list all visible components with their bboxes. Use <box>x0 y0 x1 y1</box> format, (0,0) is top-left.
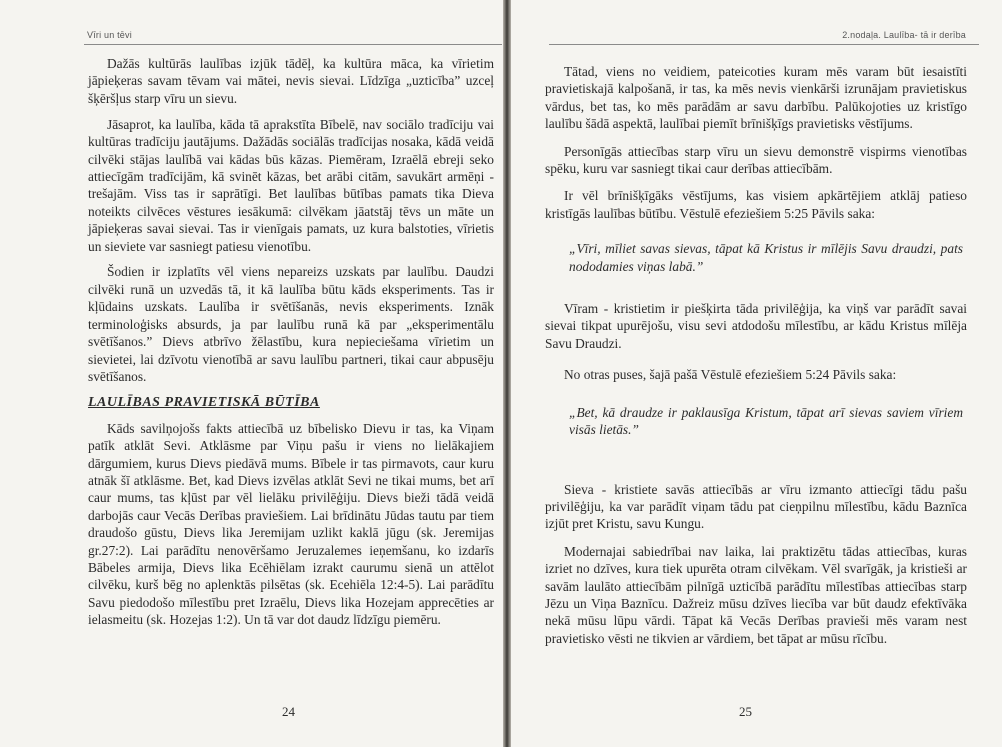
paragraph: Dažās kultūrās laulības izjūk tādēļ, ka kultūra māca, ka vīrietim jāpieķeras savam tēvam vai mātei, nevis sievai. Līdzīga „uzticība” uzceļ šķēršļus starp vīru un sievu. <box>88 56 494 106</box>
section-heading-text: LAULĪBAS PRAVIETISKĀ BŪTĪBA <box>88 394 320 410</box>
scripture-quote: „Vīri, mīliet savas sievas, tāpat kā Kristus ir mīlējis Savu draudzi, pats nododamies viņas labā.” <box>569 241 963 274</box>
section-heading <box>88 394 494 411</box>
paragraph: Ir vēl brīnišķīgāks vēstījums, kas visiem apkārtējiem atklāj patieso kristīgās laulības būtību. Vēstulē efeziešiem 5:25 Pāvils saka: <box>545 188 967 221</box>
paragraph: Personīgās attiecības starp vīru un sievu demonstrē vispirms vienotības spēku, kuru var sasniegt tikai caur derības attiecībām. <box>545 143 967 177</box>
scripture-quote: „Bet, kā draudze ir paklausīga Kristum, tāpat arī sievas saviem vīriem visās lietās.” <box>569 404 963 438</box>
page-number-right: 25 <box>739 704 752 719</box>
header-rule-right <box>549 44 979 45</box>
right-text-column <box>545 63 967 657</box>
right-page <box>511 0 1002 747</box>
paragraph: Šodien ir izplatīts vēl viens nepareizs uzskats par laulību. Daudzi cilvēki runā un uzvedās tā, it kā laulība būtu kāds eksperiments. Tas ir kļūdains uzskats. Laulība ir svētīšanās, nevis eksperiments. Iznāk terminoloģisks absurds, ja par laulību runā kā par „eksperimentālu svētīšanos.” Dievs atbrīvo žēlastību, kura nepieciešama vīrietim un sievietei, lai dzīvotu vienotībā ar savu laulību partneri, tikai caur abpusēju svētīšanos. <box>88 264 494 384</box>
left-text-column <box>88 55 494 637</box>
paragraph: No otras puses, šajā pašā Vēstulē efeziešiem 5:24 Pāvils saka: <box>564 367 897 383</box>
paragraph: Kāds savilņojošs fakts attiecībā uz bībelisko Dievu ir tas, ka Viņam patīk atklāt Sevi. Atklāsme par Viņu pašu ir viens no lielākajiem dārgumiem, kurus Dievs piedāvā mums. Bībele ir tas pirmavots, caur kuru atnāk šī atklāsme. Bet, kad Dievs izvēlas atklāt Sevi ne tikai mums, bet arī caur mums, tas kļūst par vēl lielāku privilēģiju. Dievs bieži tādā veidā darbojās caur Vecās Derības praviešiem. Lai brīdinātu Jūdas tautu par tiem draudošo gūstu, Dievs lika Jeremijam uzlikt kaklā jūgu (sk. Jeremijas gr.27:2). Lai parādītu nenovēršamo Jeruzalemes ieņemšanu, ko izdarīs Bābeles armija, Dievs lika Ecēhiēlam izrakt caurumu sienā un attēlot cilvēku, kurš bēg no aplenktās pilsētas (sk. Ecehiēla 12:4-5). Lai parādītu Savu piedodošo mīlestību pret Izraēlu, Dievs lika Hozejam apprecēties ar ielasmeitu (sk. Hozejas 1:2). Un tā var dot daudz līdzīgu piemēru. <box>88 420 494 628</box>
paragraph: Jāsaprot, ka laulība, kāda tā aprakstīta Bībelē, nav sociālo tradīciju vai kultūras tradīciju jautājums. Dažādās sociālās tradīcijas nosaka, kādā veidā cilvēki stājas laulībā vai kādas būs kāzas. Piemēram, Izraēlā ebreji seko attiecīgām tradīcijām, kā svinēt kāzas, bet arābi citām, savukārt armēņi - trešajām. Viss tas ir saprātīgi. Bet laulības būtības pamats tika Dieva noteikts cilvēces vēstures iesākumā: cilvēkam jāatstāj tēvs un māte un jāpieķeras savai sievai. Tas ir vienīgais pamats, uz kura balstoties, vīrietis un sieviete var sasniegt patiesu vienotību. <box>88 116 494 254</box>
paragraph: Modernajai sabiedrībai nav laika, lai praktizētu tādas attiecības, kuras izriet no dzīves, kura tiek upurēta otram cilvēkam. Vēl svarīgāk, ja kristieši ar savām laulāto attiecībām pilnīgā uzticībā parādītu mīlestības attiecības starp Jēzu un Viņa Baznīcu. Dažreiz mūsu dzīves liecība var būt daudz efektīvāka nekā mūsu lūpu vārdi. Tāpat kā Vecās Derības pravieši mēs varam nest pravietisko vēsti ne tikvien ar vārdiem, bet tāpat ar mūsu rīcību. <box>545 543 967 646</box>
page-number-left: 24 <box>282 704 295 719</box>
running-head-right: 2.nodaļa. Laulība- tā ir derība <box>842 30 966 40</box>
running-head-left: Vīri un tēvi <box>87 30 132 40</box>
paragraph: Vīram - kristietim ir piešķirta tāda privilēģija, ka viņš var parādīt savai sievai tikpat upurējošu, visu sevi atdodošu mīlestību, ar kādu Kristus mīlēja Savu Draudzi. <box>545 301 967 351</box>
book-gutter <box>503 0 511 747</box>
header-rule-left <box>84 44 502 45</box>
paragraph: Sieva - kristiete savās attiecībās ar vīru izmanto attiecīgi tādu pašu privilēģiju, ka var parādīt viņam tādu pat cieņpilnu mīlestību, kādu Baznīca izjūt pret Kristu, savu Kungu. <box>545 481 967 532</box>
paragraph: Tātad, viens no veidiem, pateicoties kuram mēs varam būt iesaistīti pravietiskajā kalpošanā, ir tas, ka mēs nevis vienkārši izrunājam pravietiskus vārdus, bet tas, ko mēs parādām ar savu darbību. Palūkojoties uz kristīgo laulību šādā aspektā, laulībai piemīt brīnišķīgs pravietisks vēstījums. <box>545 64 967 132</box>
